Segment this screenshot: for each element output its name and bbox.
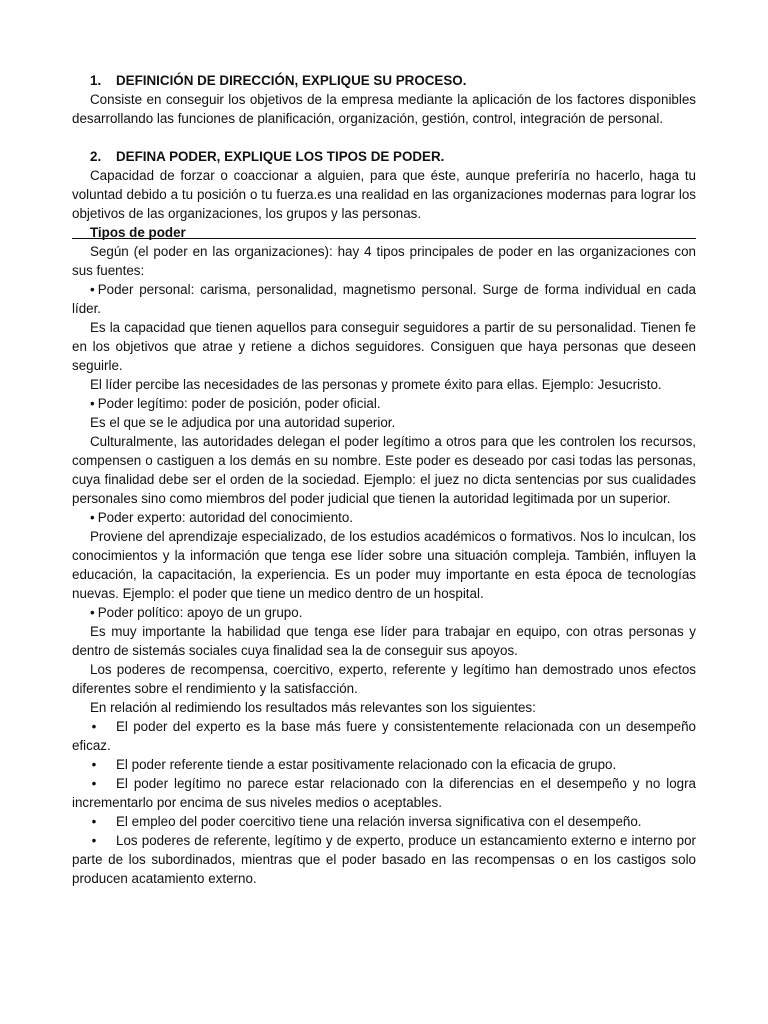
spacer (72, 128, 696, 147)
paragraph: Es muy importante la habilidad que tenga ese líder para trabajar en equipo, con otras personas y dentro de sistemás sociales cuya finalidad sea la de conseguir sus apoyos. (72, 624, 696, 658)
list-item-text: Poder político: apoyo de un grupo. (97, 605, 303, 620)
subheading-tipos: Tipos de poder (90, 225, 186, 240)
bullet-icon: • (90, 510, 95, 525)
heading-text: DEFINICIÓN DE DIRECCIÓN, EXPLIQUE SU PROCESO. (116, 73, 467, 88)
bullet-icon: • (91, 814, 97, 829)
paragraph: Según (el poder en las organizaciones): hay 4 tipos principales de poder en las organizaciones con sus fuentes: (72, 244, 696, 278)
list-item (72, 280, 696, 318)
paragraph: Proviene del aprendizaje especializado, de los estudios académicos o formativos. Nos lo inculcan, los conocimientos y la información que tenga ese líder sobre una situación compleja. También, influyen la educación, la capacitación, la experiencia. Es un poder muy importante en esta época de tecnologías nuevas. Ejemplo: el poder que tiene un medico dentro de un hospital. (72, 529, 696, 601)
result-item (72, 831, 696, 888)
result-item-text: El poder del experto es la base más fuere y consistentemente relacionada con un desempeño eficaz. (72, 719, 696, 753)
paragraph: Capacidad de forzar o coaccionar a alguien, para que éste, aunque preferiría no hacerlo, haga tu voluntad debido a tu posición o tu fuerza.es una realidad en las organizaciones modernas para lograr los objetivos de las organizaciones, los grupos y las personas. (72, 168, 696, 221)
section-heading-1 (90, 71, 696, 90)
heading-number: 1. (90, 73, 102, 88)
bullet-icon: • (91, 757, 97, 772)
result-item-text: El poder referente tiende a estar positivamente relacionado con la eficacia de grupo. (116, 757, 617, 772)
result-item-text: El empleo del poder coercitivo tiene una relación inversa significativa con el desempeño. (116, 814, 642, 829)
list-item-text: Poder legítimo: poder de posición, poder oficial. (97, 396, 381, 411)
result-item (72, 717, 696, 755)
paragraph: Los poderes de recompensa, coercitivo, experto, referente y legítimo han demostrado unos efectos diferentes sobre el rendimiento y la satisfacción. (72, 662, 696, 696)
bullet-icon: • (90, 282, 95, 297)
bullet-icon: • (91, 833, 97, 848)
bullet-icon: • (91, 719, 97, 734)
bullet-icon: • (90, 605, 95, 620)
paragraph: Es la capacidad que tienen aquellos para conseguir seguidores a partir de su personalidad. Tienen fe en los objetivos que atrae y retiene a dichos seguidores. Consiguen que haya personas que deseen seguirle. (72, 320, 696, 373)
result-item (72, 774, 696, 812)
list-item (72, 394, 696, 413)
bullet-icon: • (90, 396, 95, 411)
paragraph: Consiste en conseguir los objetivos de la empresa mediante la aplicación de los factores disponibles desarrollando las funciones de planificación, organización, gestión, control, integración de personal. (72, 92, 696, 126)
bullet-icon: • (91, 776, 97, 791)
list-item (72, 603, 696, 622)
result-item (72, 755, 696, 774)
paragraph: En relación al redimiendo los resultados más relevantes son los siguientes: (90, 700, 536, 715)
paragraph: Culturalmente, las autoridades delegan el poder legítimo a otros para que les controlen los recursos, compensen o castiguen a los demás en su nombre. Este poder es deseado por casi todas las personas, cuya finalidad debe ser el orden de la sociedad. Ejemplo: el juez no dicta sentencias por sus cualidades personales sino como miembros del poder judicial que tienen la autoridad legitimada por un superior. (72, 434, 696, 506)
horizontal-rule (72, 238, 696, 239)
result-item-text: Los poderes de referente, legítimo y de experto, produce un estancamiento externo e interno por parte de los subordinados, mientras que el poder basado en las recompensas o en los castigos solo producen acatamiento externo. (72, 833, 696, 886)
list-item-text: Poder experto: autoridad del conocimiento. (97, 510, 354, 525)
result-item-text: El poder legítimo no parece estar relacionado con la diferencias en el desempeño y no logra incrementarlo por encima de sus niveles medios o aceptables. (72, 776, 696, 810)
paragraph: Es el que se le adjudica por una autoridad superior. (90, 415, 396, 430)
paragraph: El líder percibe las necesidades de las personas y promete éxito para ellas. Ejemplo: Jesucristo. (90, 377, 662, 392)
heading-number: 2. (90, 149, 102, 164)
list-item-text: Poder personal: carisma, personalidad, magnetismo personal. Surge de forma individual en cada líder. (72, 282, 696, 316)
list-item (72, 508, 696, 527)
heading-text: DEFINA PODER, EXPLIQUE LOS TIPOS DE PODER. (116, 149, 445, 164)
section-heading-2 (90, 147, 696, 166)
result-item (72, 812, 696, 831)
